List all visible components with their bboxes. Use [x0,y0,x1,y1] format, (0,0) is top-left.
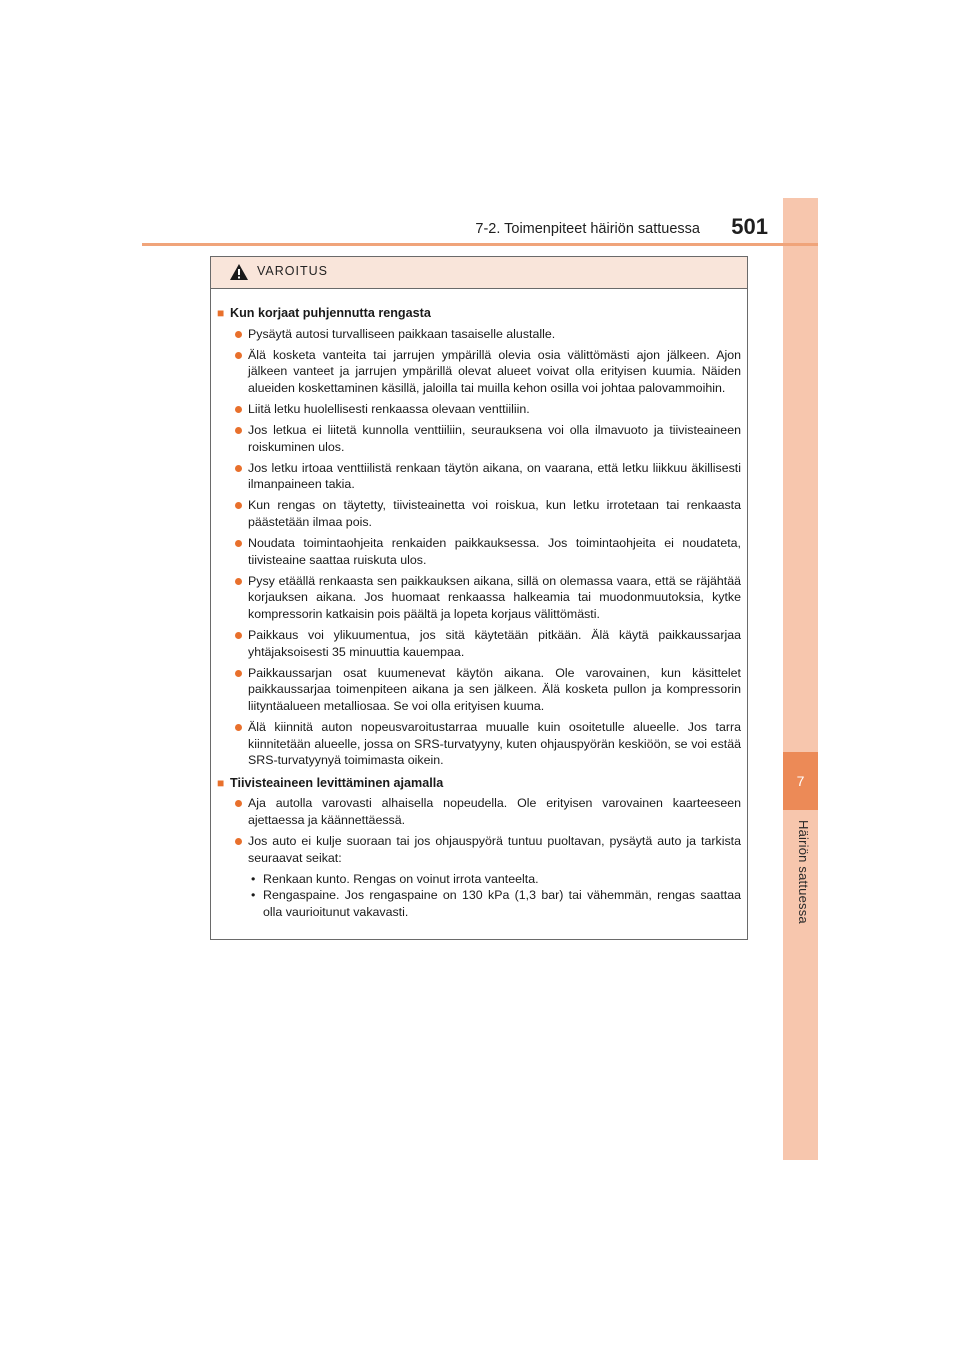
bullet-dot-icon [235,800,242,807]
bullet-dot-icon [235,540,242,547]
bullet-dot-icon [235,838,242,845]
bullet-dot-icon [235,670,242,677]
list-item: Älä kosketa vanteita tai jarrujen ympärillä olevia osia välittömästi ajon jälkeen. Ajon jälkeen vanteet ja jarrujen ympärillä olevat alueet voivat olla erityisen kuumia. Näiden alueiden koskettaminen käsillä, jaloilla tai muilla kehon osilla voi johtaa palovammoihin. [235,347,741,397]
bullet-dot-icon [235,502,242,509]
chapter-number-tab: 7 [783,752,818,810]
warning-box [210,256,748,940]
side-tab-strip [783,198,818,1160]
list-item: Liitä letku huolellisesti renkaassa olevaan venttiiliin. [235,401,741,418]
bullet-dot-icon [235,465,242,472]
bullet-dot-icon [235,724,242,731]
header-rule [142,243,818,246]
bullet-dot-icon [235,632,242,639]
sub-list-item: • Renkaan kunto. Rengas on voinut irrota vanteelta. [251,871,539,886]
warning-title: VAROITUS [257,264,328,278]
warning-body [211,289,747,921]
list-item: Jos letkua ei liitetä kunnolla venttiiliin, seurauksena voi olla ilmavuoto ja tiivisteaineen roiskuminen ulos. [235,422,741,455]
bullet-dot-icon [235,427,242,434]
list-item: Noudata toimintaohjeita renkaiden paikkauksessa. Jos toimintaohjeita ei noudateta, tiivisteaine saattaa ruiskuta ulos. [235,535,741,568]
list-item: Aja autolla varovasti alhaisella nopeudella. Ole erityisen varovainen kaarteeseen ajettaessa ja käännettäessä. [235,795,741,828]
sub-bullet-icon: • [251,871,256,886]
sub-list-item: • Rengaspaine. Jos rengaspaine on 130 kPa (1,3 bar) tai vähemmän, rengas saattaa olla vaurioitunut vakavasti. [251,888,741,919]
page-number: 501 [731,214,768,239]
list-item: Jos letku irtoaa venttiilistä renkaan täytön aikana, on vaarana, että letku liikkuu äkillisesti ilmanpaineen takia. [235,460,741,493]
list-item: Pysäytä autosi turvalliseen paikkaan tasaiselle alustalle. [235,326,741,343]
list-item: Jos auto ei kulje suoraan tai jos ohjauspyörä tuntuu puoltavan, pysäytä auto ja tarkista seuraavat seikat: [235,833,741,866]
section-heading: ■ Kun korjaat puhjennutta rengasta [217,306,431,320]
warning-triangle-icon [229,263,249,281]
bullet-dot-icon [235,352,242,359]
list-item: Paikkaus voi ylikuumentua, jos sitä käytetään pitkään. Älä käytä paikkaussarjaa yhtäjaksoisesti 35 minuuttia kauempaa. [235,627,741,660]
bullet-dot-icon [235,406,242,413]
list-item: Pysy etäällä renkaasta sen paikkauksen aikana, sillä on olemassa vaara, että se räjähtää korjauksen aikana. Jos huomaat renkaassa halkeamia tai muodonmuutoksia, kytke kompressorin katkaisin pois päältä ja lopeta korjaus välittömästi. [235,573,741,623]
list-item: Älä kiinnitä auton nopeusvaroitustarraa muualle kuin osoitetulle alueelle. Jos tarra kiinnitetään alueelle, jossa on SRS-turvatyyny, kuten ohjauspyörän keskiöön, se voi estää SRS-turvatyynyä toimimasta oikein. [235,719,741,769]
bullet-dot-icon [235,578,242,585]
list-item: Kun rengas on täytetty, tiivisteainetta voi roiskua, kun letku irrotetaan tai renkaasta päästetään ilmaa pois. [235,497,741,530]
square-bullet-icon: ■ [217,775,225,790]
bullet-dot-icon [235,331,242,338]
square-bullet-icon: ■ [217,306,225,320]
chapter-title-tab: Häiriön sattuessa [796,820,811,924]
section-heading: ■ Tiivisteaineen levittäminen ajamalla [217,775,444,790]
warning-header [211,257,747,289]
sub-bullet-icon: • [251,888,256,903]
section-title: 7-2. Toimenpiteet häiriön sattuessa [475,221,700,237]
list-item: Paikkaussarjan osat kuumenevat käytön aikana. Ole varovainen, kun käsittelet paikkaussarjaa toimenpiteen aikana ja sen jälkeen. Älä kosketa pullon ja kompressorin liityntäalueen metalliosaa. Se voi olla erityisen kuuma. [235,665,741,715]
